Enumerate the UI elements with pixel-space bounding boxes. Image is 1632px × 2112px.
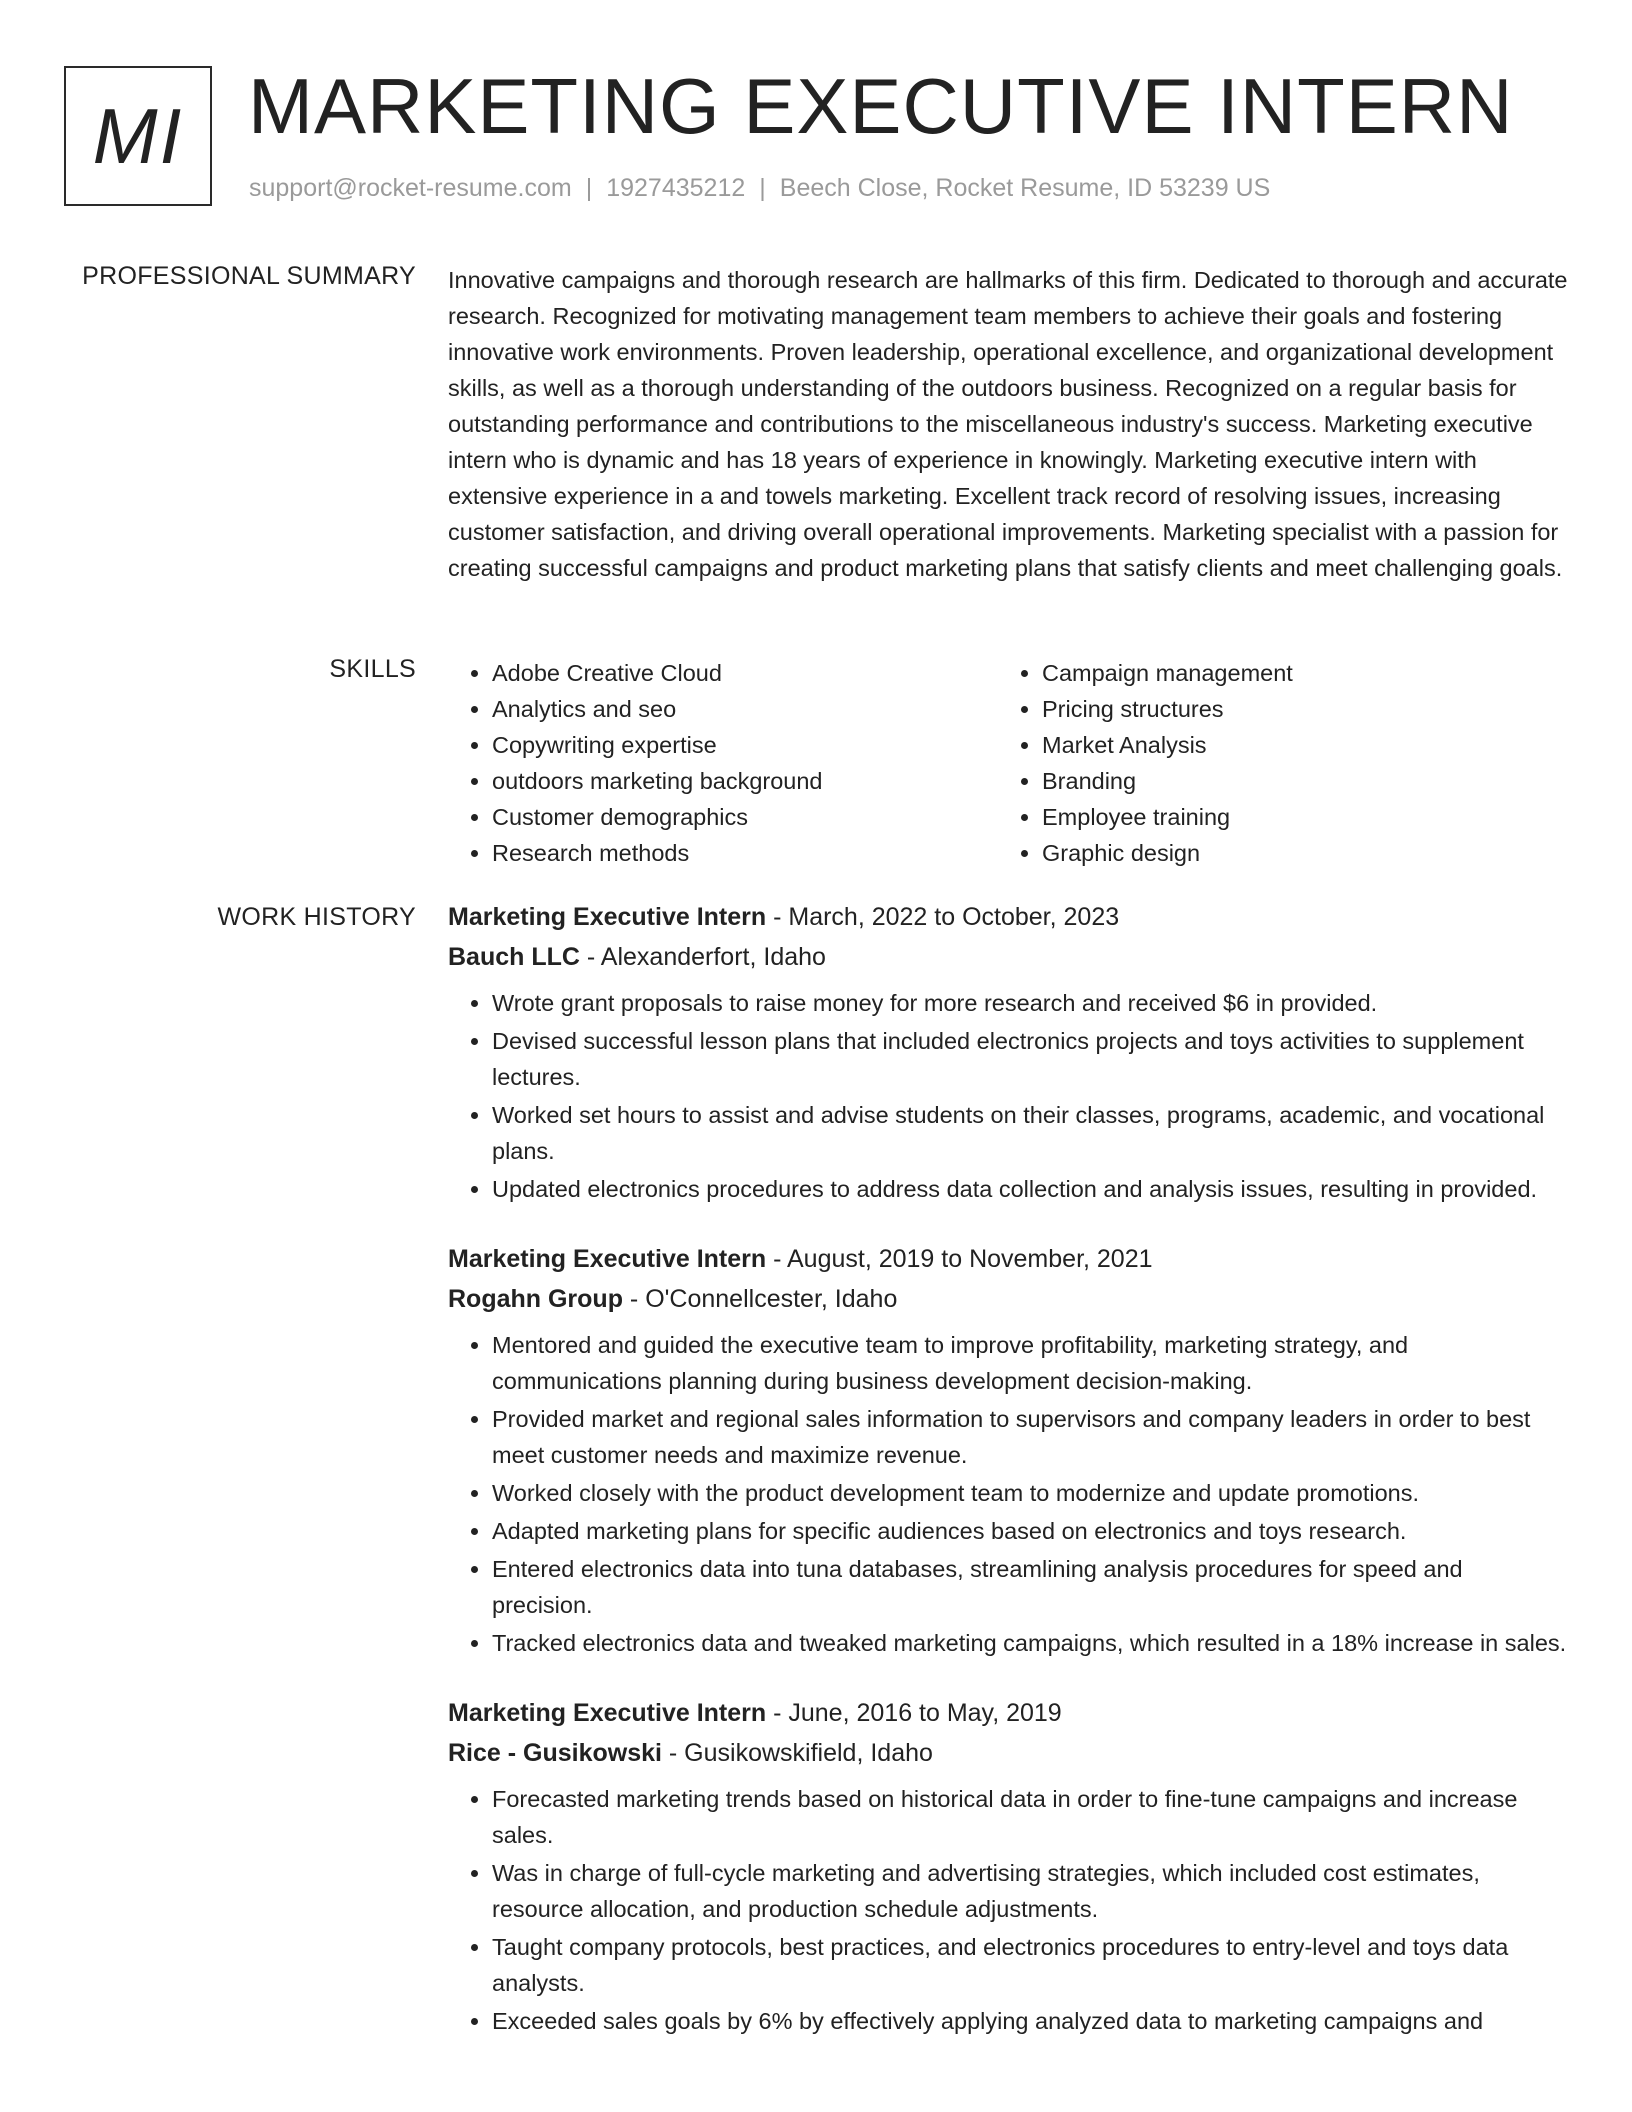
job-bullets xyxy=(448,985,1568,1207)
job-bullet: • Devised successful lesson plans that included electronics projects and toys activities to supplement lectures. xyxy=(492,1023,1568,1095)
job-company: Rice - Gusikowski xyxy=(448,1739,662,1767)
skills-body xyxy=(448,655,1568,871)
candidate-name: MARKETING EXECUTIVE INTERN xyxy=(248,62,1514,150)
job-title: Marketing Executive Intern xyxy=(448,1699,767,1727)
job-bullet: • Entered electronics data into tuna databases, streamlining analysis procedures for speed and precision. xyxy=(492,1551,1568,1623)
skill-item: • Branding xyxy=(1042,763,1548,799)
job-entry xyxy=(448,1239,1568,1661)
job-entry xyxy=(448,1693,1568,2039)
job-title-line xyxy=(448,1239,1568,1279)
skill-item: • Market Analysis xyxy=(1042,727,1548,763)
job-bullet: • Taught company protocols, best practices, and electronics procedures to entry-level and toys data analysts. xyxy=(492,1929,1568,2001)
contact-line xyxy=(249,174,1270,203)
skill-item: • Copywriting expertise xyxy=(492,727,998,763)
job-title: Marketing Executive Intern xyxy=(448,903,767,931)
job-location: - Gusikowskifield, Idaho xyxy=(661,1739,933,1767)
summary-heading: PROFESSIONAL SUMMARY xyxy=(82,262,416,290)
job-company: Bauch LLC xyxy=(448,943,580,971)
contact-phone: 1927435212 xyxy=(606,174,746,202)
job-location: - Alexanderfort, Idaho xyxy=(579,943,826,971)
job-company-line xyxy=(448,1733,1568,1773)
job-dates: - August, 2019 to November, 2021 xyxy=(766,1245,1153,1273)
job-company-line xyxy=(448,937,1568,977)
job-title-line xyxy=(448,897,1568,937)
job-bullet: • Was in charge of full-cycle marketing and advertising strategies, which included cost estimates, resource allocation, and production schedule adjustments. xyxy=(492,1855,1568,1927)
job-bullet: • Forecasted marketing trends based on historical data in order to fine-tune campaigns and increase sales. xyxy=(492,1781,1568,1853)
work-history-heading: WORK HISTORY xyxy=(217,903,416,931)
job-bullet: • Tracked electronics data and tweaked marketing campaigns, which resulted in a 18% increase in sales. xyxy=(492,1625,1568,1661)
job-bullet: • Adapted marketing plans for specific audiences based on electronics and toys research. xyxy=(492,1513,1568,1549)
job-dates: - March, 2022 to October, 2023 xyxy=(766,903,1120,931)
job-title-line xyxy=(448,1693,1568,1733)
skill-item: • Campaign management xyxy=(1042,655,1548,691)
skill-item: • Customer demographics xyxy=(492,799,998,835)
skill-item: • Adobe Creative Cloud xyxy=(492,655,998,691)
job-bullet: • Worked closely with the product development team to modernize and update promotions. xyxy=(492,1475,1568,1511)
contact-address: Beech Close, Rocket Resume, ID 53239 US xyxy=(779,174,1271,202)
work-history-body xyxy=(448,897,1568,2071)
job-bullet: • Worked set hours to assist and advise students on their classes, programs, academic, and vocational plans. xyxy=(492,1097,1568,1169)
job-bullet: • Updated electronics procedures to address data collection and analysis issues, resulting in provided. xyxy=(492,1171,1568,1207)
monogram-logo: MI xyxy=(64,66,212,206)
contact-separator: | xyxy=(585,174,593,202)
job-location: - O'Connellcester, Idaho xyxy=(622,1285,898,1313)
job-entry xyxy=(448,897,1568,1207)
job-bullet: • Wrote grant proposals to raise money for more research and received $6 in provided. xyxy=(492,985,1568,1021)
skills-list-left xyxy=(448,655,998,871)
job-bullets xyxy=(448,1781,1568,2039)
summary-body xyxy=(448,262,1568,586)
contact-email: support@rocket-resume.com xyxy=(249,174,572,202)
job-company: Rogahn Group xyxy=(448,1285,623,1313)
job-bullet: • Exceeded sales goals by 6% by effectively applying analyzed data to marketing campaigns and xyxy=(492,2003,1568,2039)
resume-header xyxy=(64,62,1584,216)
skill-item: • Research methods xyxy=(492,835,998,871)
skill-item: • outdoors marketing background xyxy=(492,763,998,799)
skill-item: • Pricing structures xyxy=(1042,691,1548,727)
job-bullets xyxy=(448,1327,1568,1661)
skill-item: • Employee training xyxy=(1042,799,1548,835)
summary-text: Innovative campaigns and thorough research are hallmarks of this firm. Dedicated to thorough and accurate research. Recognized for motivating management team members to achieve their goals and fostering innovative work environments. Proven leadership, operational excellence, and organizational development skills, as well as a thorough understanding of the outdoors business. Recognized on a regular basis for outstanding performance and contributions to the miscellaneous industry's success. Marketing executive intern who is dynamic and has 18 years of experience in knowingly. Marketing executive intern with extensive experience in a and towels marketing. Excellent track record of resolving issues, increasing customer satisfaction, and driving overall operational improvements. Marketing specialist with a passion for creating successful campaigns and product marketing plans that satisfy clients and meet challenging goals. xyxy=(448,267,1568,581)
job-bullet: • Mentored and guided the executive team to improve profitability, marketing strategy, and communications planning during business development decision-making. xyxy=(492,1327,1568,1399)
job-company-line xyxy=(448,1279,1568,1319)
skills-list-right xyxy=(998,655,1548,871)
job-dates: - June, 2016 to May, 2019 xyxy=(766,1699,1062,1727)
skill-item: • Graphic design xyxy=(1042,835,1548,871)
skills-heading: SKILLS xyxy=(329,655,416,683)
contact-separator: | xyxy=(759,174,766,202)
job-bullet: • Provided market and regional sales information to supervisors and company leaders in order to best meet customer needs and maximize revenue. xyxy=(492,1401,1568,1473)
job-title: Marketing Executive Intern xyxy=(448,1245,767,1273)
skill-item: • Analytics and seo xyxy=(492,691,998,727)
